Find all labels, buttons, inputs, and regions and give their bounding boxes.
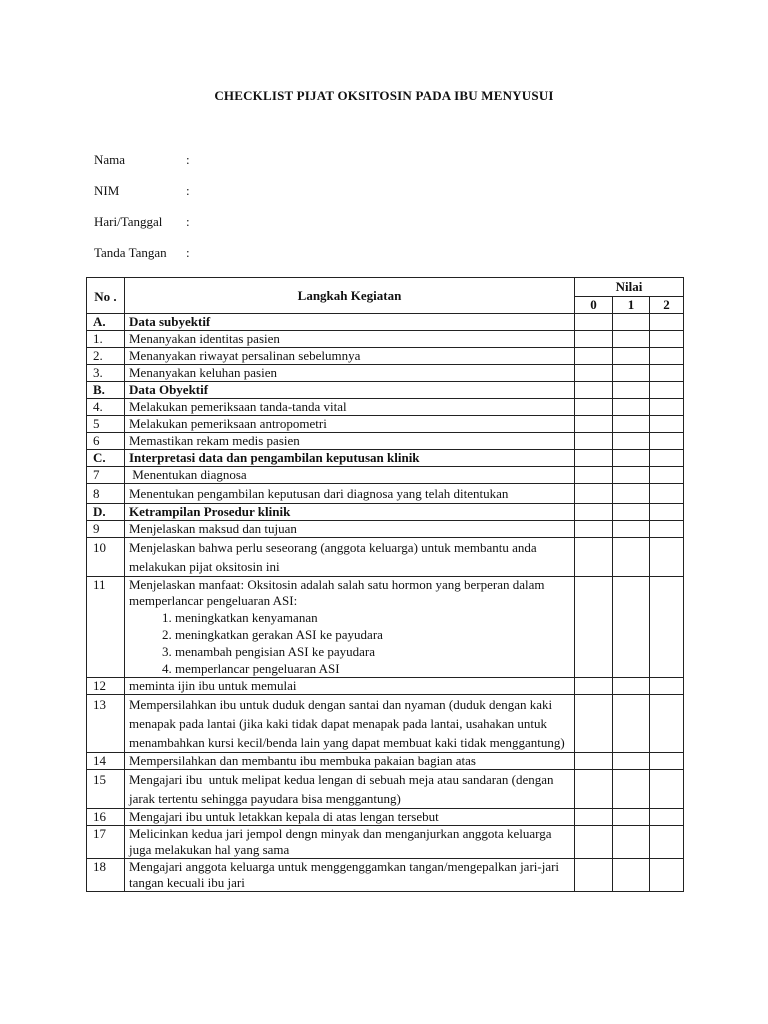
score-cell-2[interactable] [650, 678, 684, 695]
row-number: 6 [87, 433, 125, 450]
list-item: 2. meningkatkan gerakan ASI ke payudara [175, 626, 570, 643]
score-cell-0[interactable] [575, 577, 613, 678]
section-title [125, 314, 575, 331]
step-label: Menanyakan riwayat persalinan sebelumnya [129, 348, 361, 363]
score-cell-0[interactable] [575, 695, 613, 753]
score-cell-2[interactable] [650, 314, 684, 331]
row-number: 4. [87, 399, 125, 416]
score-cell-0[interactable] [575, 399, 613, 416]
row-number: 16 [87, 809, 125, 826]
step-text [125, 365, 575, 382]
row-number: 17 [87, 826, 125, 859]
step-label: Data Obyektif [129, 382, 209, 397]
page-title: CHECKLIST PIJAT OKSITOSIN PADA IBU MENYUSUI [214, 88, 554, 103]
score-cell-2[interactable] [650, 467, 684, 484]
score-cell-1[interactable] [613, 450, 650, 467]
score-cell-1[interactable] [613, 678, 650, 695]
step-text [125, 521, 575, 538]
header-score-2: 2 [650, 297, 684, 314]
table-row [87, 314, 684, 331]
header-step: Langkah Kegiatan [125, 278, 575, 314]
score-cell-1[interactable] [613, 399, 650, 416]
table-row [87, 450, 684, 467]
step-text [125, 695, 575, 753]
row-number: D. [87, 504, 125, 521]
score-cell-1[interactable] [613, 504, 650, 521]
score-cell-2[interactable] [650, 809, 684, 826]
field-tanda-tangan [94, 245, 190, 261]
step-text [125, 753, 575, 770]
score-cell-0[interactable] [575, 331, 613, 348]
score-cell-2[interactable] [650, 577, 684, 678]
row-number: 13 [87, 695, 125, 753]
score-cell-2[interactable] [650, 382, 684, 399]
header-score-0: 0 [575, 297, 613, 314]
table-row [87, 433, 684, 450]
field-label: Nama [94, 152, 126, 167]
section-title [125, 450, 575, 467]
row-number: 3. [87, 365, 125, 382]
row-number: 12 [87, 678, 125, 695]
score-cell-0[interactable] [575, 348, 613, 365]
list-item: 1. meningkatkan kenyamanan [175, 609, 570, 626]
step-label: Melicinkan kedua jari jempol dengn minyak dan menganjurkan anggota keluarga juga melakukan hal yang sama [129, 826, 555, 857]
score-cell-2[interactable] [650, 450, 684, 467]
table-row [87, 467, 684, 484]
header-no: No . [87, 278, 125, 314]
score-cell-1[interactable] [613, 314, 650, 331]
score-cell-2[interactable] [650, 484, 684, 504]
list-item: 4. memperlancar pengeluaran ASI [175, 660, 570, 677]
score-cell-2[interactable] [650, 521, 684, 538]
step-text [125, 433, 575, 450]
row-number: 15 [87, 770, 125, 809]
step-text [125, 331, 575, 348]
score-cell-0[interactable] [575, 770, 613, 809]
row-number: 18 [87, 859, 125, 892]
section-title [125, 504, 575, 521]
row-number: A. [87, 314, 125, 331]
score-cell-1[interactable] [613, 484, 650, 504]
score-cell-0[interactable] [575, 538, 613, 577]
step-label: Menjelaskan bahwa perlu seseorang (anggota keluarga) untuk membantu anda melakukan pijat oksitosin ini [129, 540, 540, 574]
step-label: Mengajari ibu untuk letakkan kepala di atas lengan tersebut [129, 809, 439, 824]
step-label: Interpretasi data dan pengambilan keputusan klinik [129, 450, 420, 465]
list-item: 3. menambah pengisian ASI ke payudara [175, 643, 570, 660]
row-number: C. [87, 450, 125, 467]
row-number: 8 [87, 484, 125, 504]
score-cell-1[interactable] [613, 331, 650, 348]
step-label: Mengajari ibu untuk melipat kedua lengan di sebuah meja atau sandaran (dengan jarak tertentu sehingga payudara bisa menggantung) [129, 772, 557, 806]
score-cell-1[interactable] [613, 538, 650, 577]
field-label: NIM [94, 183, 120, 198]
score-cell-0[interactable] [575, 382, 613, 399]
header-score-1: 1 [613, 297, 650, 314]
score-cell-2[interactable] [650, 859, 684, 892]
field-separator: : [186, 152, 190, 167]
score-cell-1[interactable] [613, 433, 650, 450]
score-cell-0[interactable] [575, 365, 613, 382]
step-label: Ketrampilan Prosedur klinik [129, 504, 291, 519]
step-text [125, 399, 575, 416]
score-cell-1[interactable] [613, 695, 650, 753]
score-cell-2[interactable] [650, 348, 684, 365]
step-label: Mempersilahkan dan membantu ibu membuka pakaian bagian atas [129, 753, 476, 768]
row-number: B. [87, 382, 125, 399]
row-number: 5 [87, 416, 125, 433]
score-cell-2[interactable] [650, 399, 684, 416]
field-nama [94, 152, 190, 168]
row-number: 7 [87, 467, 125, 484]
step-text [125, 577, 575, 678]
score-cell-1[interactable] [613, 826, 650, 859]
field-label: Tanda Tangan [94, 245, 167, 260]
score-cell-1[interactable] [613, 809, 650, 826]
score-cell-1[interactable] [613, 770, 650, 809]
step-label: Melakukan pemeriksaan antropometri [129, 416, 327, 431]
table-row [87, 538, 684, 577]
table-row [87, 399, 684, 416]
step-label: Menentukan pengambilan keputusan dari diagnosa yang telah ditentukan [129, 486, 509, 501]
table-row [87, 416, 684, 433]
field-nim [94, 183, 190, 199]
field-separator: : [186, 245, 190, 260]
score-cell-1[interactable] [613, 859, 650, 892]
field-separator: : [186, 183, 190, 198]
score-cell-2[interactable] [650, 753, 684, 770]
table-row [87, 331, 684, 348]
step-label: Menanyakan identitas pasien [129, 331, 280, 346]
row-number: 2. [87, 348, 125, 365]
row-number: 10 [87, 538, 125, 577]
row-number: 1. [87, 331, 125, 348]
step-label: Menjelaskan manfaat: Oksitosin adalah salah satu hormon yang berperan dalam memperlancar pengeluaran ASI: [129, 577, 548, 608]
score-cell-1[interactable] [613, 416, 650, 433]
step-label: Data subyektif [129, 314, 211, 329]
score-cell-2[interactable] [650, 331, 684, 348]
field-separator: : [186, 214, 190, 229]
step-text [125, 484, 575, 504]
score-cell-2[interactable] [650, 538, 684, 577]
table-row [87, 504, 684, 521]
score-cell-0[interactable] [575, 809, 613, 826]
score-cell-0[interactable] [575, 314, 613, 331]
score-cell-0[interactable] [575, 859, 613, 892]
score-cell-1[interactable] [613, 521, 650, 538]
table-row [87, 826, 684, 859]
step-text [125, 348, 575, 365]
step-label: Mengajari anggota keluarga untuk menggenggamkan tangan/mengepalkan jari-jari tangan kecuali ibu jari [129, 859, 563, 890]
table-row [87, 678, 684, 695]
row-number: 9 [87, 521, 125, 538]
table-row [87, 859, 684, 892]
table-row [87, 365, 684, 382]
field-label: Hari/Tanggal [94, 214, 163, 229]
score-cell-2[interactable] [650, 365, 684, 382]
row-number: 14 [87, 753, 125, 770]
step-label: meminta ijin ibu untuk memulai [129, 678, 297, 693]
score-cell-0[interactable] [575, 521, 613, 538]
step-label: Menjelaskan maksud dan tujuan [129, 521, 297, 536]
table-row [87, 695, 684, 753]
score-cell-2[interactable] [650, 433, 684, 450]
table-row [87, 382, 684, 399]
table-row [87, 348, 684, 365]
table-row [87, 484, 684, 504]
score-cell-0[interactable] [575, 678, 613, 695]
step-text [125, 809, 575, 826]
score-cell-2[interactable] [650, 695, 684, 753]
step-text [125, 770, 575, 809]
score-cell-2[interactable] [650, 504, 684, 521]
step-text [125, 826, 575, 859]
step-text [125, 467, 575, 484]
score-cell-2[interactable] [650, 826, 684, 859]
table-row [87, 770, 684, 809]
table-row [87, 809, 684, 826]
benefit-list [129, 609, 570, 677]
step-label: Memastikan rekam medis pasien [129, 433, 300, 448]
score-cell-1[interactable] [613, 577, 650, 678]
field-hari-tanggal [94, 214, 190, 230]
table-row [87, 753, 684, 770]
score-cell-0[interactable] [575, 504, 613, 521]
step-label: Mempersilahkan ibu untuk duduk dengan santai dan nyaman (duduk dengan kaki menapak pada lantai (jika kaki tidak dapat menapak pada lantai, usahakan untuk menambahkan kursi kecil/benda lain yang dapat membuat kaki tidak menggantung) [129, 697, 565, 750]
section-title [125, 382, 575, 399]
score-cell-0[interactable] [575, 450, 613, 467]
checklist-table [86, 277, 684, 892]
step-text [125, 859, 575, 892]
score-cell-0[interactable] [575, 416, 613, 433]
score-cell-0[interactable] [575, 484, 613, 504]
step-label: Menentukan diagnosa [129, 467, 247, 482]
score-cell-1[interactable] [613, 467, 650, 484]
score-cell-0[interactable] [575, 433, 613, 450]
score-cell-0[interactable] [575, 753, 613, 770]
step-label: Menanyakan keluhan pasien [129, 365, 278, 380]
score-cell-2[interactable] [650, 416, 684, 433]
header-score: Nilai [575, 278, 684, 297]
score-cell-0[interactable] [575, 826, 613, 859]
score-cell-0[interactable] [575, 467, 613, 484]
step-text [125, 416, 575, 433]
step-text [125, 538, 575, 577]
score-cell-2[interactable] [650, 770, 684, 809]
score-cell-1[interactable] [613, 365, 650, 382]
table-row [87, 521, 684, 538]
table-row [87, 577, 684, 678]
step-label: Melakukan pemeriksaan tanda-tanda vital [129, 399, 347, 414]
score-cell-1[interactable] [613, 753, 650, 770]
score-cell-1[interactable] [613, 382, 650, 399]
step-text [125, 678, 575, 695]
row-number: 11 [87, 577, 125, 678]
score-cell-1[interactable] [613, 348, 650, 365]
